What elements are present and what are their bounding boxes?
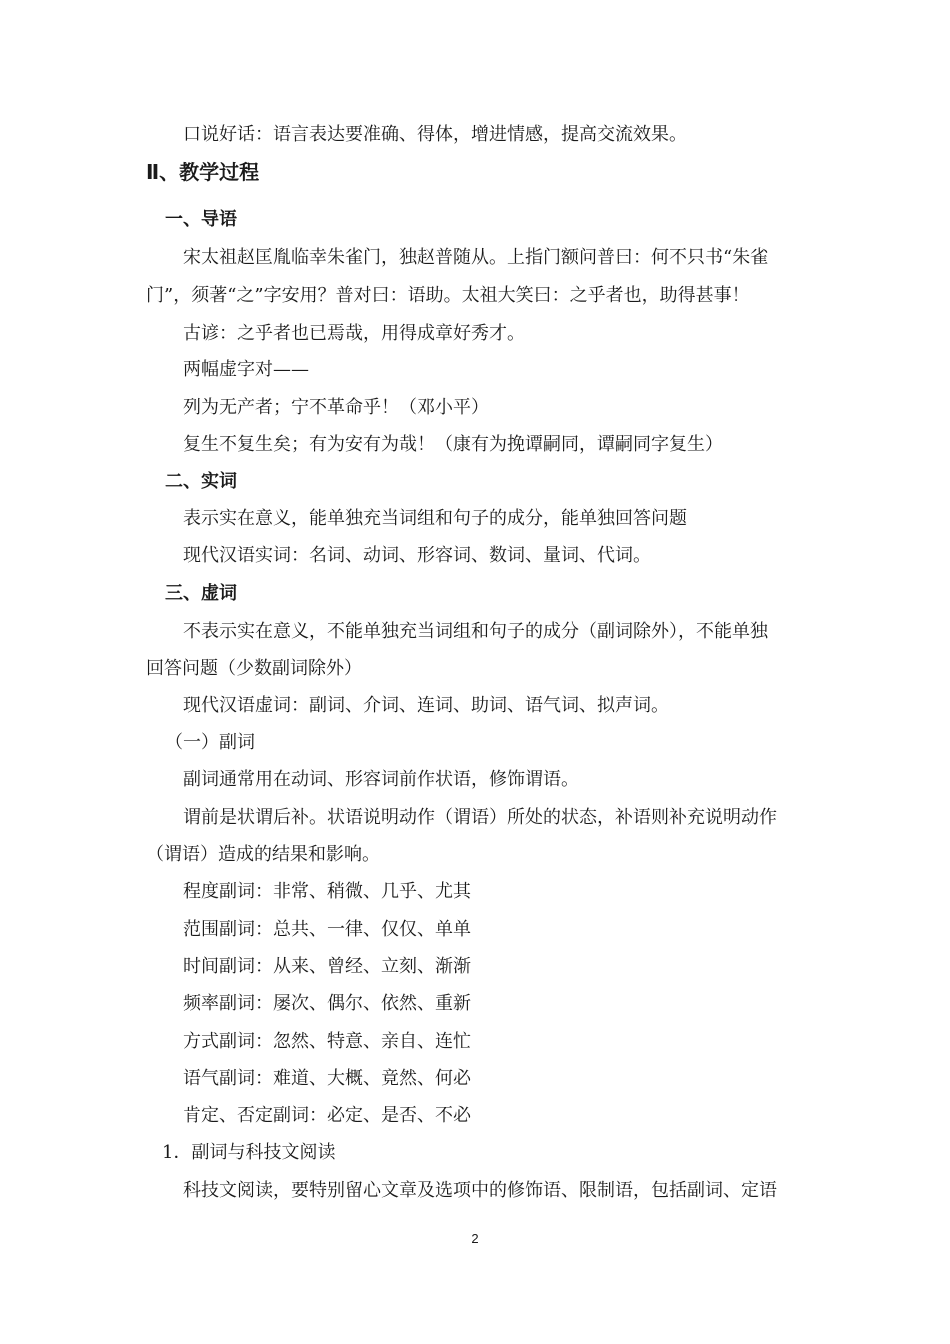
- paragraph-line: 不表示实在意义，不能单独充当词组和句子的成分（副词除外），不能单独: [183, 621, 768, 642]
- paragraph-line: 口说好话：语言表达要准确、得体，增进情感，提高交流效果。: [183, 124, 687, 145]
- paragraph-line: 现代汉语实词：名词、动词、形容词、数词、量词、代词。: [183, 545, 651, 566]
- paragraph-line: 谓前是状谓后补。状语说明动作（谓语）所处的状态，补语则补充说明动作: [183, 807, 777, 828]
- paragraph-line: 古谚：之乎者也已焉哉，用得成章好秀才。: [183, 323, 525, 344]
- paragraph-line: 回答问题（少数副词除外）: [146, 658, 362, 679]
- subsection-heading: 1．副词与科技文阅读: [162, 1142, 336, 1163]
- list-item: 语气副词：难道、大概、竟然、何必: [183, 1068, 471, 1089]
- paragraph-line: 复生不复生矣；有为安有为哉！（康有为挽谭嗣同，谭嗣同字复生）: [183, 434, 723, 455]
- paragraph-line: 门”，须著“之”字安用？普对曰：语助。太祖大笑曰：之乎者也，助得甚事！: [146, 285, 750, 306]
- subsection-heading: 二、实词: [165, 471, 237, 492]
- list-item: 范围副词：总共、一律、仅仅、单单: [183, 919, 471, 940]
- subsection-heading: （一）副词: [165, 732, 255, 753]
- list-item: 程度副词：非常、稍微、几乎、尤其: [183, 881, 471, 902]
- paragraph-line: 副词通常用在动词、形容词前作状语，修饰谓语。: [183, 769, 579, 790]
- list-item: 时间副词：从来、曾经、立刻、渐渐: [183, 956, 471, 977]
- subsection-heading: 三、虚词: [165, 583, 237, 604]
- paragraph-line: 表示实在意义，能单独充当词组和句子的成分，能单独回答问题: [183, 508, 687, 529]
- paragraph-line: 宋太祖赵匡胤临幸朱雀门，独赵普随从。上指门额问普曰：何不只书“朱雀: [183, 247, 769, 268]
- page-number: 2: [471, 1231, 479, 1246]
- subsection-heading: 一、导语: [165, 209, 237, 230]
- section-heading: Ⅱ、教学过程: [146, 160, 260, 184]
- list-item: 频率副词：屡次、偶尔、依然、重新: [183, 993, 471, 1014]
- paragraph-line: 现代汉语虚词：副词、介词、连词、助词、语气词、拟声词。: [183, 695, 669, 716]
- paragraph-line: 列为无产者；宁不革命乎！（邓小平）: [183, 397, 489, 418]
- paragraph-line: （谓语）造成的结果和影响。: [146, 844, 380, 865]
- list-item: 肯定、否定副词：必定、是否、不必: [183, 1105, 471, 1126]
- list-item: 方式副词：忽然、特意、亲自、连忙: [183, 1031, 471, 1052]
- paragraph-line: 科技文阅读，要特别留心文章及选项中的修饰语、限制语，包括副词、定语: [183, 1180, 777, 1201]
- paragraph-line: 两幅虚字对——: [183, 359, 309, 380]
